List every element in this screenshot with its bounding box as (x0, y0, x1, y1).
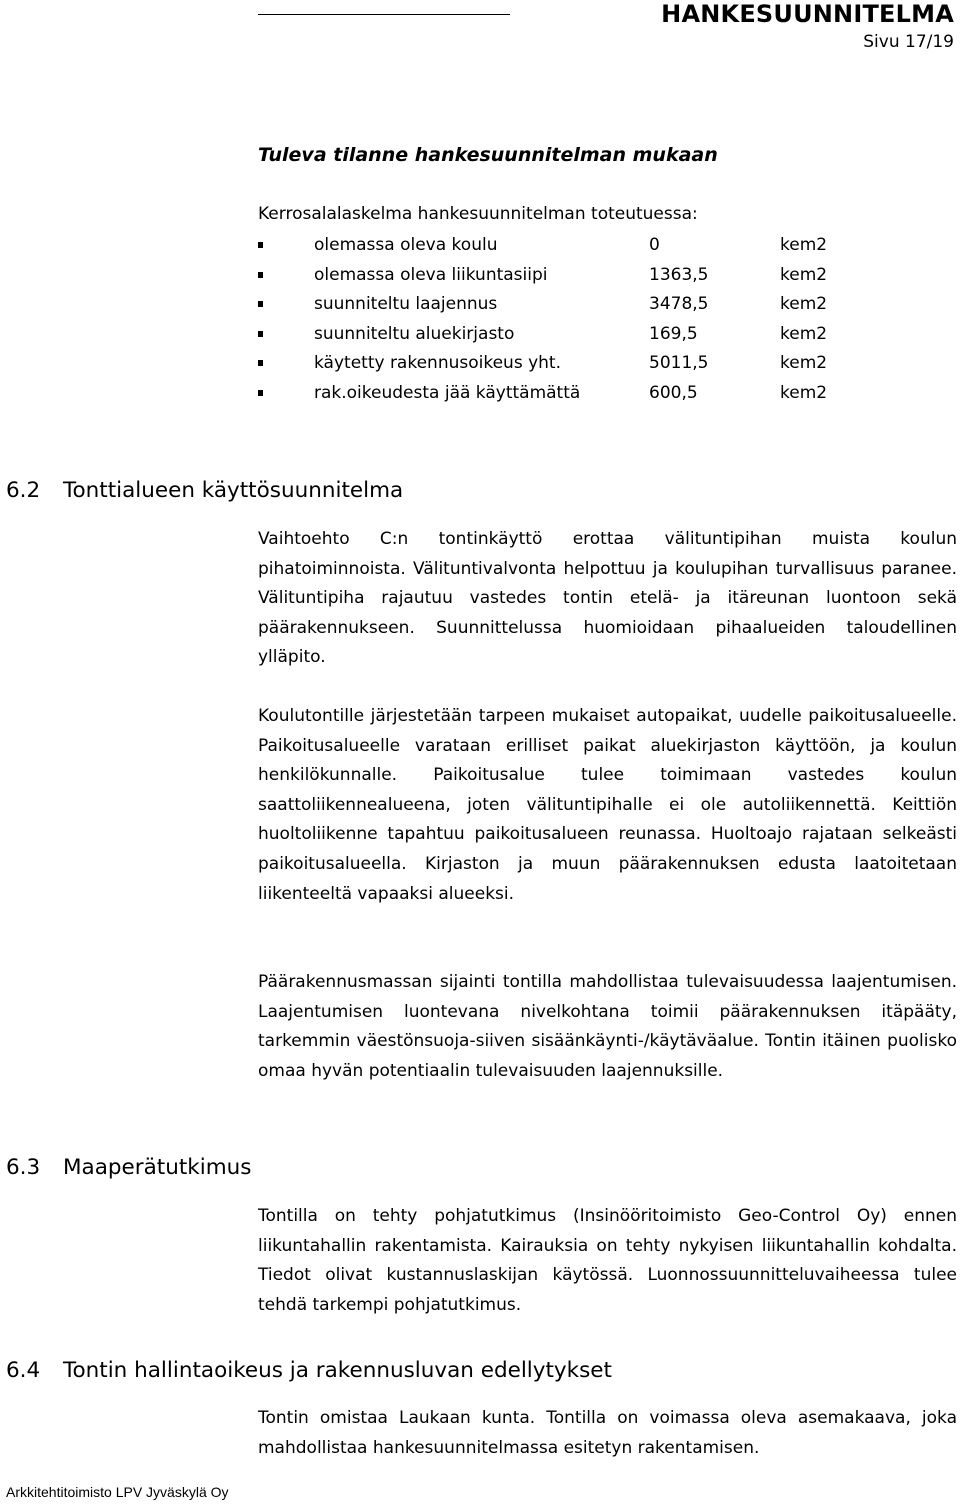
bullet-icon (258, 301, 263, 307)
paragraph: Tontilla on tehty pohjatutkimus (Insinööritoimisto Geo-Control Oy) ennen liikuntahallin rakentamista. Kairauksia on tehty nykyisen liikuntahallin kohdalta. Tiedot olivat kustannuslaskijan käytössä. Luonnossuunnitteluvaiheessa tulee tehdä tarkempi pohjatutkimus. (258, 1206, 957, 1315)
bullet-icon (258, 360, 263, 366)
item-label: suunniteltu laajennus (314, 294, 498, 314)
item-label: olemassa oleva koulu (314, 235, 498, 255)
item-value: 3478,5 (649, 294, 709, 314)
item-label: rak.oikeudesta jää käyttämättä (314, 382, 581, 403)
page-number: Sivu 17/19 (863, 32, 954, 52)
section-title: Maaperätutkimus (63, 1155, 252, 1180)
section-6-3-heading (6, 1155, 251, 1180)
future-situation-heading: Tuleva tilanne hankesuunnitelman mukaan (258, 144, 718, 166)
item-label: suunniteltu aluekirjasto (314, 323, 515, 344)
item-unit: kem2 (780, 264, 828, 285)
item-value: 5011,5 (649, 353, 709, 373)
bullet-icon (258, 390, 263, 396)
section-number: 6.4 (6, 1358, 41, 1383)
item-value: 600,5 (649, 382, 698, 403)
item-label: käytetty rakennusoikeus yht. (314, 353, 561, 373)
item-unit: kem2 (780, 382, 828, 403)
bullet-icon (258, 242, 263, 248)
paragraph: Tontin omistaa Laukaan kunta. Tontilla on voimassa oleva asemakaava, joka mahdollistaa hankesuunnitelmassa esitetyn rakentamisen. (258, 1408, 957, 1458)
paragraph: Päärakennusmassan sijainti tontilla mahdollistaa tulevaisuudessa laajentumisen. Laajentumisen luontevana nivelkohtana toimii päärakennuksen itäpääty, tarkemmin väestönsuoja-siiven sisäänkäynti-/käytäväalue. Tontin itäinen puolisko omaa hyvän potentiaalin tulevaisuuden laajennuksille. (258, 972, 957, 1081)
document-title: HANKESUUNNITELMA (661, 0, 954, 28)
section-number: 6.2 (6, 478, 41, 503)
section-title: Tontin hallintaoikeus ja rakennusluvan edellytykset (63, 1358, 612, 1383)
section-number: 6.3 (6, 1155, 41, 1180)
paragraph: Vaihtoehto C:n tontinkäyttö erottaa välituntipihan muista koulun pihatoiminnoista. Välituntivalvonta helpottuu ja koulupihan turvallisuus paranee. Välituntipiha rajautuu vastedes tontin etelä- ja itäreunan luontoon sekä päärakennukseen. Suunnittelussa huomioidaan pihaalueiden taloudellinen ylläpito. (258, 529, 957, 668)
header-rule (258, 14, 510, 15)
item-label: olemassa oleva liikuntasiipi (314, 264, 548, 285)
section-title: Tonttialueen käyttösuunnitelma (63, 478, 404, 503)
item-value: 1363,5 (649, 264, 709, 285)
bullet-icon (258, 331, 263, 337)
item-unit: kem2 (780, 235, 828, 255)
bullet-icon (258, 272, 263, 278)
footer-company: Arkkitehtitoimisto LPV Jyväskylä Oy (6, 1484, 229, 1500)
item-unit: kem2 (780, 323, 828, 344)
item-value: 169,5 (649, 323, 698, 344)
item-unit: kem2 (780, 353, 828, 373)
floor-area-intro: Kerrosalalaskelma hankesuunnitelman toteutuessa: (258, 204, 698, 224)
paragraph: Koulutontille järjestetään tarpeen mukaiset autopaikat, uudelle paikoitusalueelle. Paikoitusalueelle varataan erilliset paikat aluekirjaston käyttöön, ja koulun henkilökunnalle. Paikoitusalue tulee toimimaan vastedes koulun saattoliikennealueena, joten välituntipihalle ei ole autoliikennettä. Keittiön huoltoliikenne tapahtuu paikoitusalueen reunassa. Huoltoajo rajataan selkeästi paikoitusalueella. Kirjaston ja muun päärakennuksen edusta laatoitetaan liikenteeltä vapaaksi alueeksi. (258, 706, 957, 904)
section-6-2-heading (6, 478, 403, 503)
item-unit: kem2 (780, 294, 828, 314)
item-value: 0 (649, 235, 660, 255)
section-6-4-heading (6, 1358, 612, 1383)
